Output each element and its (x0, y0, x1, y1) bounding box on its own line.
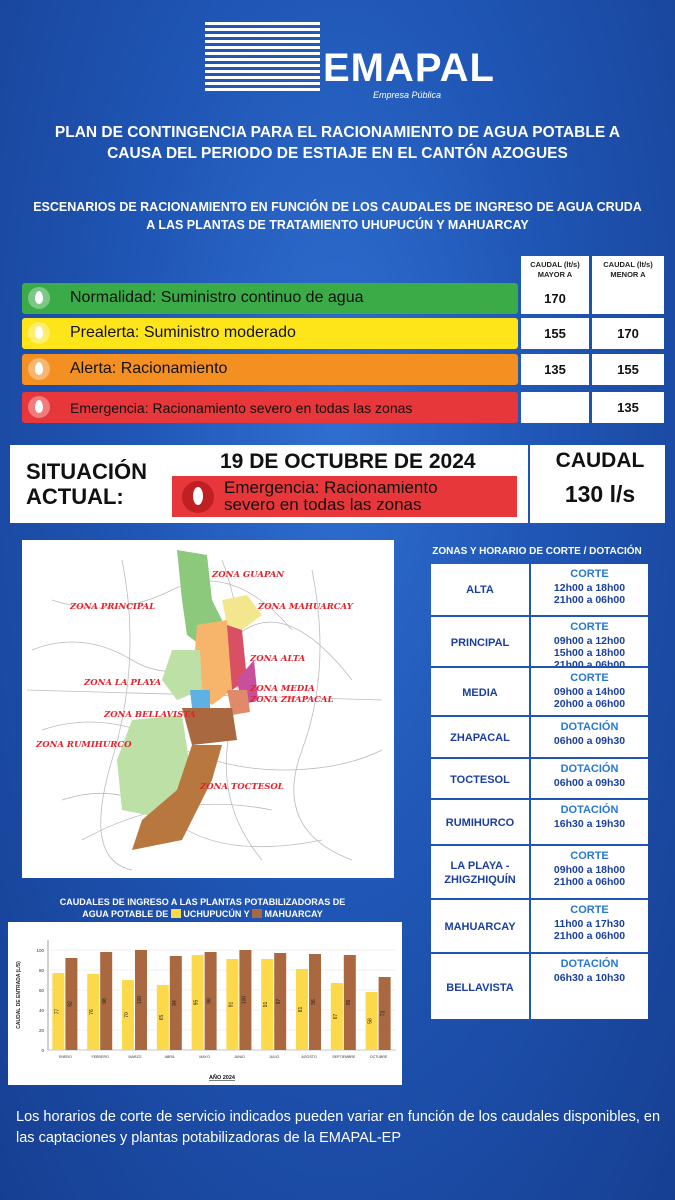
zone-name: RUMIHURCO (445, 817, 515, 829)
map-zone-label: ZONA ZHAPACAL (250, 695, 334, 705)
legend-label-uchupucun: UCHUPUCÚN (183, 909, 242, 919)
droplet-icon (182, 481, 214, 513)
scenario-mayor-value: 170 (521, 283, 589, 314)
zone-schedule-type: DOTACIÓN (560, 958, 619, 970)
map-zone-label: ZONA GUAPAN (212, 570, 285, 580)
zone-schedule-type: CORTE (570, 904, 609, 916)
scenario-label: Prealerta: Suministro moderado (70, 324, 296, 341)
bar-value-label: 58 (367, 1018, 374, 1024)
zones-header: ZONAS Y HORARIO DE CORTE / DOTACIÓN (432, 546, 642, 557)
zone-schedule-type: CORTE (570, 621, 609, 633)
emapal-logo (205, 22, 505, 102)
bar-value-label: 92 (67, 1001, 74, 1007)
map-zone-label: ZONA TOCTESOL (200, 782, 284, 792)
scenario-row (22, 318, 518, 349)
chart-svg (8, 922, 402, 1085)
chart-title (20, 896, 385, 920)
zone-schedule-times: 16h30 a 19h30 (553, 818, 626, 830)
zone-schedule-times: 06h30 a 10h30 (553, 972, 626, 984)
zone-schedule-times: 09h00 a 12h00 15h00 a 18h00 21h00 a 06h00 (553, 635, 626, 671)
zone-schedule-type: DOTACIÓN (560, 804, 619, 816)
scenario-row (22, 354, 518, 385)
x-tick-label: SEPTIEMBRE (332, 1055, 356, 1059)
zone-schedule-type: DOTACIÓN (560, 763, 619, 775)
scenario-menor-value (592, 283, 664, 314)
legend-swatch-mahuarcay (252, 909, 262, 918)
current-situation-panel (10, 445, 665, 523)
scenario-row (22, 392, 518, 423)
y-tick-label: 20 (38, 1028, 44, 1033)
logo-emblem (205, 22, 320, 102)
zone-schedule-type: CORTE (570, 568, 609, 580)
zone-schedule-times: 09h00 a 14h00 20h00 a 06h00 (553, 686, 626, 710)
bar-value-label: 76 (89, 1009, 96, 1015)
zone-name: TOCTESOL (450, 773, 510, 786)
bar-value-label: 98 (102, 998, 109, 1004)
chart-title-prefix: AGUA POTABLE DE (82, 909, 169, 919)
situation-status-text (224, 479, 438, 513)
x-tick-label: MAYO (199, 1055, 210, 1059)
map-zone-label: ZONA ALTA (250, 654, 306, 664)
map-graphic (22, 540, 394, 878)
situation-date: 19 DE OCTUBRE DE 2024 (220, 450, 476, 473)
panel-divider (528, 445, 530, 523)
zone-schedule-times: 12h00 a 18h00 21h00 a 06h00 (553, 582, 626, 606)
bar-value-label: 70 (124, 1012, 130, 1018)
bar-value-label: 94 (171, 1000, 178, 1006)
scenario-label: Emergencia: Racionamiento severo en todas las zonas (70, 400, 413, 416)
zone-name: MEDIA (462, 686, 498, 699)
droplet-icon (28, 322, 50, 344)
scenario-mayor-value: 155 (521, 318, 589, 349)
zones-schedule-table (431, 564, 648, 1019)
map-zone-label: ZONA BELLAVISTA (104, 710, 196, 720)
scenario-label: Alerta: Racionamiento (70, 360, 228, 377)
scenario-row (22, 283, 518, 314)
zone-schedule-times: 11h00 a 17h30 21h00 a 06h00 (553, 918, 626, 942)
droplet-icon (28, 358, 50, 380)
zone-map (22, 540, 394, 878)
chart-title-line2 (20, 908, 385, 920)
situation-label-line1: SITUACIÓN (26, 459, 147, 484)
y-tick-label: 100 (36, 948, 44, 953)
map-zone-label: ZONA MAHUARCAY (258, 602, 353, 612)
zone-name: BELLAVISTA (446, 981, 514, 994)
bar-value-label: 100 (137, 995, 143, 1005)
y-tick-label: 60 (38, 988, 44, 993)
y-axis-label: CAUDAL DE ENTRADA (L/S) (16, 961, 22, 1029)
map-zone-label: ZONA RUMIHURCO (36, 740, 132, 750)
zone-row (431, 615, 648, 671)
bar-value-label: 73 (380, 1010, 387, 1017)
caudal-value: 130 l/s (564, 481, 636, 507)
x-tick-label: JUNIO (234, 1055, 245, 1059)
map-zone-label: ZONA MEDIA (250, 684, 315, 694)
scenario-menor-value: 155 (592, 354, 664, 385)
bar-value-label: 91 (228, 1001, 235, 1008)
zone-row (431, 564, 648, 615)
col-header-menor: CAUDAL (lt/s) MENOR A (592, 256, 664, 284)
zone-name: ZHAPACAL (450, 732, 510, 744)
y-tick-label: 0 (41, 1048, 44, 1053)
bar-value-label: 97 (276, 998, 283, 1005)
chart-title-line1: CAUDALES DE INGRESO A LAS PLANTAS POTABILIZADORAS DE (59, 897, 346, 907)
col-header-mayor: CAUDAL (lt/s) MAYOR A (521, 256, 589, 284)
footer-note: Los horarios de corte de servicio indicados pueden variar en función de los caudales disponibles, en las captaciones y plantas potabilizadoras de la EMAPAL-EP (16, 1109, 661, 1146)
bar-value-label: 67 (332, 1013, 339, 1020)
map-zone-label: ZONA LA PLAYA (84, 678, 162, 688)
zone-name: PRINCIPAL (450, 636, 510, 649)
y-tick-label: 80 (38, 968, 44, 973)
bar-value-label: 77 (54, 1008, 61, 1015)
scenario-menor-value: 135 (592, 392, 664, 423)
status-line1: Emergencia: Racionamiento (224, 478, 438, 497)
x-tick-label: ENERO (59, 1055, 72, 1059)
x-tick-label: MARZO (128, 1055, 142, 1059)
zone-row (431, 757, 648, 800)
droplet-icon (28, 287, 50, 309)
scenario-menor-value: 170 (592, 318, 664, 349)
x-axis-label: AÑO 2024 (209, 1075, 235, 1081)
situation-status-badge (172, 476, 517, 517)
zone-name: MAHUARCAY (444, 921, 516, 933)
bar-value-label: 100 (241, 995, 248, 1005)
scenario-mayor-value (521, 392, 589, 423)
zone-name: LA PLAYA - ZHIGZHIQUÍN (444, 860, 516, 886)
situation-label-line2: ACTUAL: (26, 484, 124, 509)
zone-schedule-times: 09h00 a 18h00 21h00 a 06h00 (553, 864, 626, 888)
zone-row (431, 666, 648, 717)
x-tick-label: ABRIL (164, 1055, 175, 1059)
scenario-mayor-value: 135 (521, 354, 589, 385)
brand-subtitle: Empresa Pública (373, 90, 442, 100)
y-tick-label: 40 (38, 1008, 44, 1013)
zone-schedule-type: DOTACIÓN (560, 721, 619, 733)
bar-value-label: 96 (311, 999, 317, 1005)
caudal-label: CAUDAL (555, 449, 645, 472)
x-tick-label: AGOSTO (301, 1055, 317, 1059)
legend-swatch-uchupucun (171, 909, 181, 918)
droplet-icon (28, 396, 50, 418)
zone-row (431, 715, 648, 759)
flow-bar-chart (8, 922, 402, 1085)
zone-schedule-type: CORTE (570, 850, 609, 862)
zone-name: ALTA (466, 583, 494, 596)
zone-schedule-type: CORTE (570, 672, 609, 684)
zone-row (431, 844, 648, 900)
zone-row (431, 898, 648, 954)
x-tick-label: JULIO (269, 1055, 280, 1059)
situation-label (26, 459, 147, 509)
brand-name: EMAPAL (323, 46, 495, 90)
bar-value-label: 95 (345, 999, 352, 1006)
bar-value-label: 91 (263, 1001, 270, 1008)
bar-value-label: 95 (193, 999, 200, 1006)
zone-row (431, 952, 648, 1021)
bar-value-label: 98 (206, 998, 213, 1004)
zone-row (431, 798, 648, 846)
status-line2: severo en todas las zonas (224, 495, 422, 514)
page-subtitle: ESCENARIOS DE RACIONAMIENTO EN FUNCIÓN DE LOS CAUDALES DE INGRESO DE AGUA CRUDA A LAS PLANTAS DE TRATAMIENTO UHUPUCÚN Y MAHUARCAY (33, 200, 642, 232)
zone-schedule-times: 06h00 a 09h30 (553, 777, 626, 789)
zone-schedule-times: 06h00 a 09h30 (553, 735, 626, 747)
bar-value-label: 65 (158, 1014, 165, 1021)
chart-title-joiner: Y (243, 909, 250, 919)
x-tick-label: OCTUBRE (369, 1055, 388, 1059)
scenario-label: Normalidad: Suministro continuo de agua (70, 289, 364, 306)
legend-label-mahuarcay: MAHUARCAY (264, 909, 323, 919)
page-title: PLAN DE CONTINGENCIA PARA EL RACIONAMIENTO DE AGUA POTABLE A CAUSA DEL PERIODO DE ESTIAJE EN EL CANTÓN AZOGUES (54, 124, 621, 162)
map-zone-label: ZONA PRINCIPAL (70, 602, 156, 612)
bar-value-label: 81 (298, 1006, 304, 1013)
x-tick-label: FEBRERO (91, 1055, 109, 1059)
